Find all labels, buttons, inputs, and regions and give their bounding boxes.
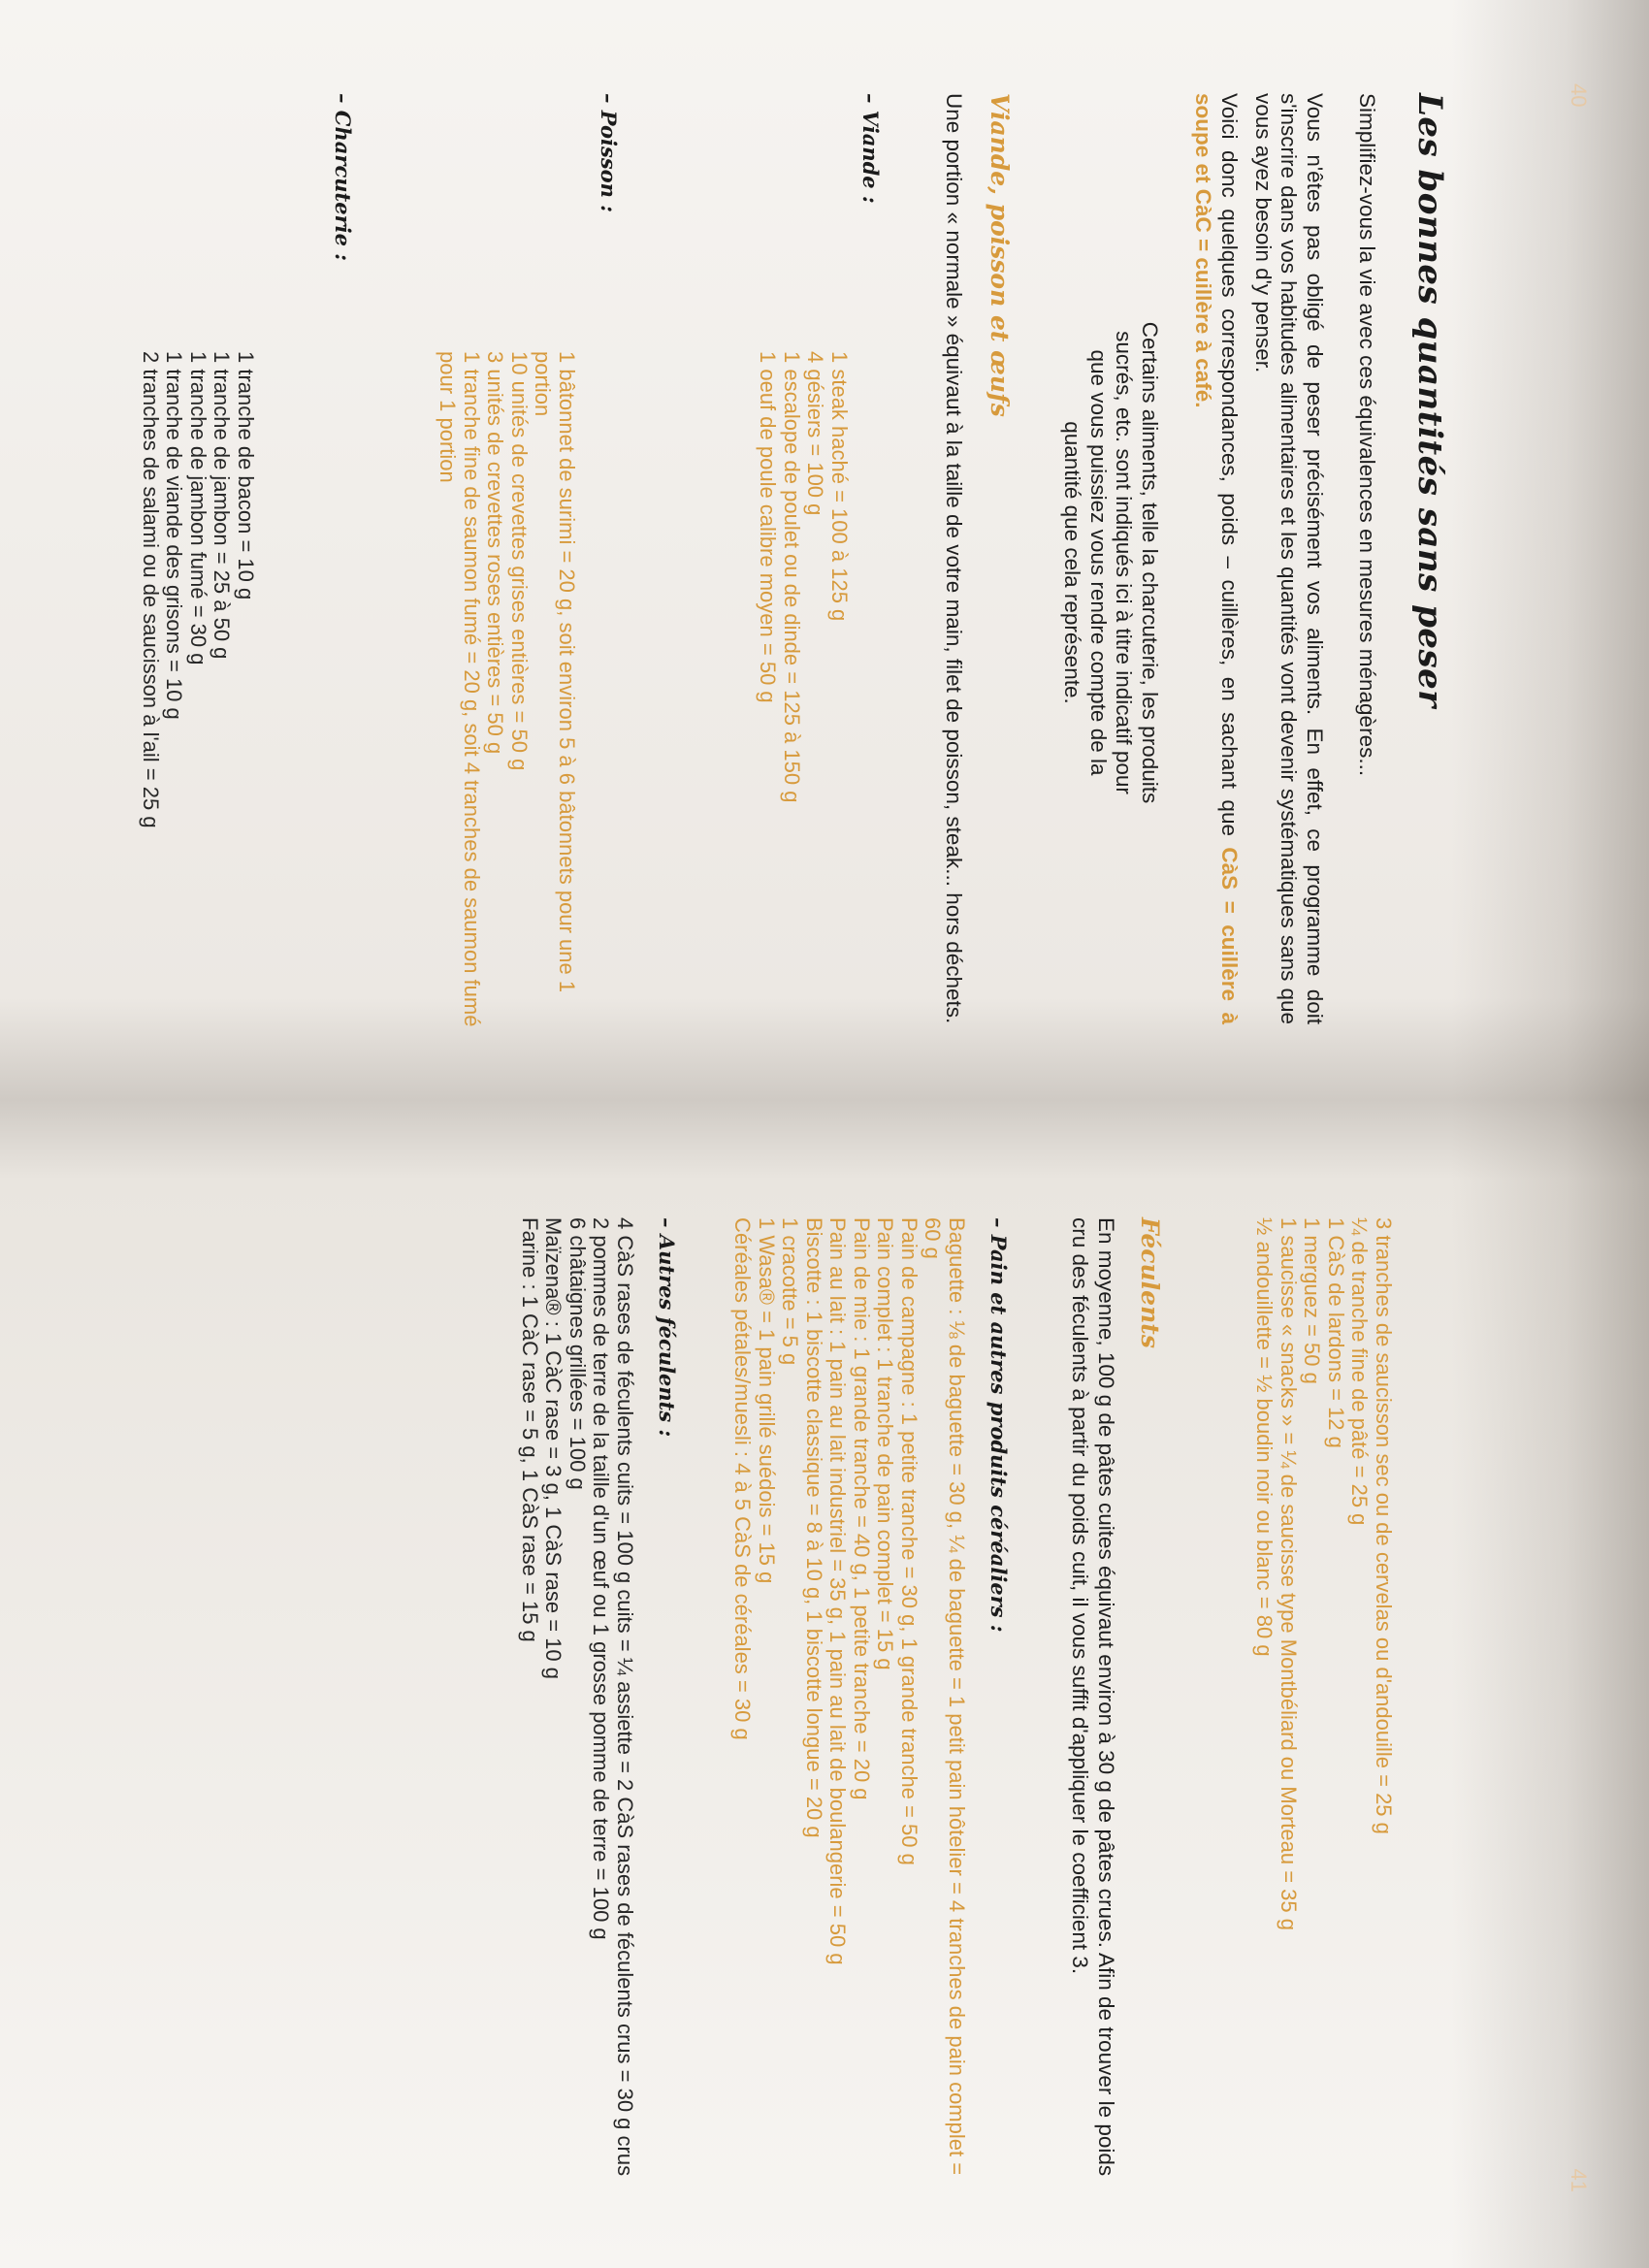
- list-item: 2 pommes de terre de la taille d'un œuf ou 1 grosse pomme de terre = 100 g: [589, 1217, 614, 1940]
- list-item: 1 saucisse « snacks » = ¼ de saucisse type Montbéliard ou Morteau = 35 g: [1277, 1217, 1301, 1930]
- list-item: 1 tranche de bacon = 10 g: [234, 351, 258, 600]
- list-item: Pain de mie : 1 grande tranche = 40 g, 1 petite tranche = 20 g: [850, 1217, 874, 1800]
- list-item: 2 tranches de salami ou de saucisson à l'ail = 25 g: [139, 351, 163, 828]
- section-title-feculents: Féculents: [1136, 1217, 1164, 1348]
- charcuterie-continued-list: [1252, 1217, 1395, 2187]
- list-item: 1 oeuf de poule calibre moyen = 50 g: [756, 351, 781, 703]
- list-item: ½ andouillette = ½ boudin noir ou blanc = 80 g: [1252, 1217, 1277, 1657]
- list-item: 3 unités de crevettes roses entières = 50 g: [483, 351, 508, 755]
- list-item: 1 steak haché = 100 à 125 g: [827, 351, 852, 622]
- list-item: Pain de campagne : 1 petite tranche = 30 g, 1 grande tranche = 50 g: [897, 1217, 922, 1865]
- list-item: Baguette : ⅛ de baguette = 30 g, ¼ de baguette = 1 petit pain hôtelier = 4 tranches de pain complet = 60 g: [921, 1217, 969, 2176]
- charcuterie-list: [139, 351, 258, 1030]
- subsection-title-charcuterie: – Charcuterie :: [331, 93, 355, 262]
- right-page: [0, 1134, 1649, 2268]
- intro-line: Simplifiez-vous la vie avec ces équivalences en mesures ménagères...: [1355, 93, 1379, 777]
- list-item: 6 châtaignes grillées = 100 g: [566, 1217, 590, 1490]
- viande-list: [756, 351, 851, 1030]
- list-item: 3 tranches de saucisson sec ou de cervelas ou d'andouille = 25 g: [1372, 1217, 1396, 1834]
- subsection-title-pain: – Pain et autres produits céréaliers :: [986, 1217, 1011, 1633]
- page-number: 41: [1567, 2168, 1591, 2192]
- subsection-title-autres-feculents: – Autres féculents :: [655, 1217, 679, 1438]
- section-intro-portion: Une portion « normale » équivaut à la taille de votre main, filet de poisson, steak... hors déchets.: [942, 93, 966, 1024]
- pain-list: [730, 1217, 968, 2197]
- correspondences-text: Voici donc quelques correspondances, poids – cuillères, en sachant que: [1217, 93, 1242, 848]
- list-item: 4 CàS rases de féculents cuits = 100 g cuits = ¼ assiette = 2 CàS rases de féculents crus = 30 g crus: [613, 1217, 637, 2177]
- list-item: 1 tranche de jambon = 25 à 50 g: [210, 351, 235, 660]
- page-title: Les bonnes quantités sans peser: [1410, 93, 1449, 708]
- list-item: Pain au lait : 1 pain au lait industriel = 35 g, 1 pain au lait de boulangerie = 50 g: [825, 1217, 851, 1965]
- list-item: 1 escalope de poulet ou de dinde = 125 à 150 g: [780, 351, 804, 803]
- note-indicative: Certains aliments, telle la charcuterie, les produits sucrés, etc. sont indiqués ici à titre indicatif pour que vous puissiez vous rendre compte de la quantité que cela représente.: [1060, 321, 1162, 804]
- list-item: 1 tranche fine de saumon fumé = 20 g, soit 4 tranches de saumon fumé pour 1 portion: [436, 351, 484, 1027]
- autres-feculents-list: [518, 1217, 637, 2197]
- poisson-list: [436, 351, 578, 1030]
- section-title-viande-poisson: Viande, poisson et œufs: [986, 93, 1014, 417]
- list-item: 1 bâtonnet de surimi = 20 g, soit environ 5 à 6 bâtonnets pour une 1 portion: [531, 351, 579, 993]
- list-item: Maïzena® : 1 CàC rase = 3 g, 1 CàS rase = 10 g: [541, 1217, 566, 1680]
- list-item: Céréales pétales/muesli : 4 à 5 CàS de céréales = 30 g: [730, 1217, 756, 1740]
- paragraph-weighing: Vous n'êtes pas obligé de peser précisément vos aliments. En effet, ce programme doit s'inscrire dans vos habitudes alimentaires et les quantités vont devenir systématiques sans que vous ayez besoin d'y penser.: [1251, 93, 1327, 1024]
- intro-text: [1354, 93, 1380, 1024]
- list-item: 4 gésiers = 100 g: [803, 351, 828, 516]
- list-item: Farine : 1 CàC rase = 5 g, 1 CàS rase = 15 g: [518, 1217, 542, 1642]
- list-item: 1 tranche de jambon fumé = 30 g: [186, 351, 210, 665]
- list-item: ¼ de tranche fine de pâté = 25 g: [1347, 1217, 1373, 1526]
- list-item: 1 merguez = 50 g: [1300, 1217, 1325, 1384]
- list-item: Biscotte : 1 biscotte classique = 8 à 10 g, 1 biscotte longue = 20 g: [802, 1217, 826, 1838]
- paragraph-correspondences: [1190, 93, 1242, 1024]
- section-intro-feculents: En moyenne, 100 g de pâtes cuites équivaut environ à 30 g de pâtes crues. Afin de trouver le poids cru des féculents à partir du poids cuit, il vous suffit d'appliquer le coefficient 3.: [1068, 1217, 1118, 2177]
- list-item: 10 unités de crevettes grises entières = 50 g: [507, 351, 532, 771]
- subsection-title-poisson: – Poisson :: [597, 93, 621, 213]
- page-number: 40: [1567, 83, 1591, 108]
- list-item: 1 CàS de lardons = 12 g: [1324, 1217, 1348, 1448]
- list-item: 1 cracotte = 5 g: [778, 1217, 803, 1366]
- subsection-title-viande: – Viande :: [858, 93, 883, 204]
- list-item: 1 Wasa® = 1 pain grillé suédois = 15 g: [755, 1217, 779, 1584]
- list-item: 1 tranche de viande des grisons = 10 g: [162, 351, 187, 720]
- spoon-abbreviations: CàS = cuillère à soupe et CàC = cuillère à café.: [1191, 93, 1242, 1024]
- list-item: Pain complet : 1 tranche de pain complet = 15 g: [873, 1217, 898, 1670]
